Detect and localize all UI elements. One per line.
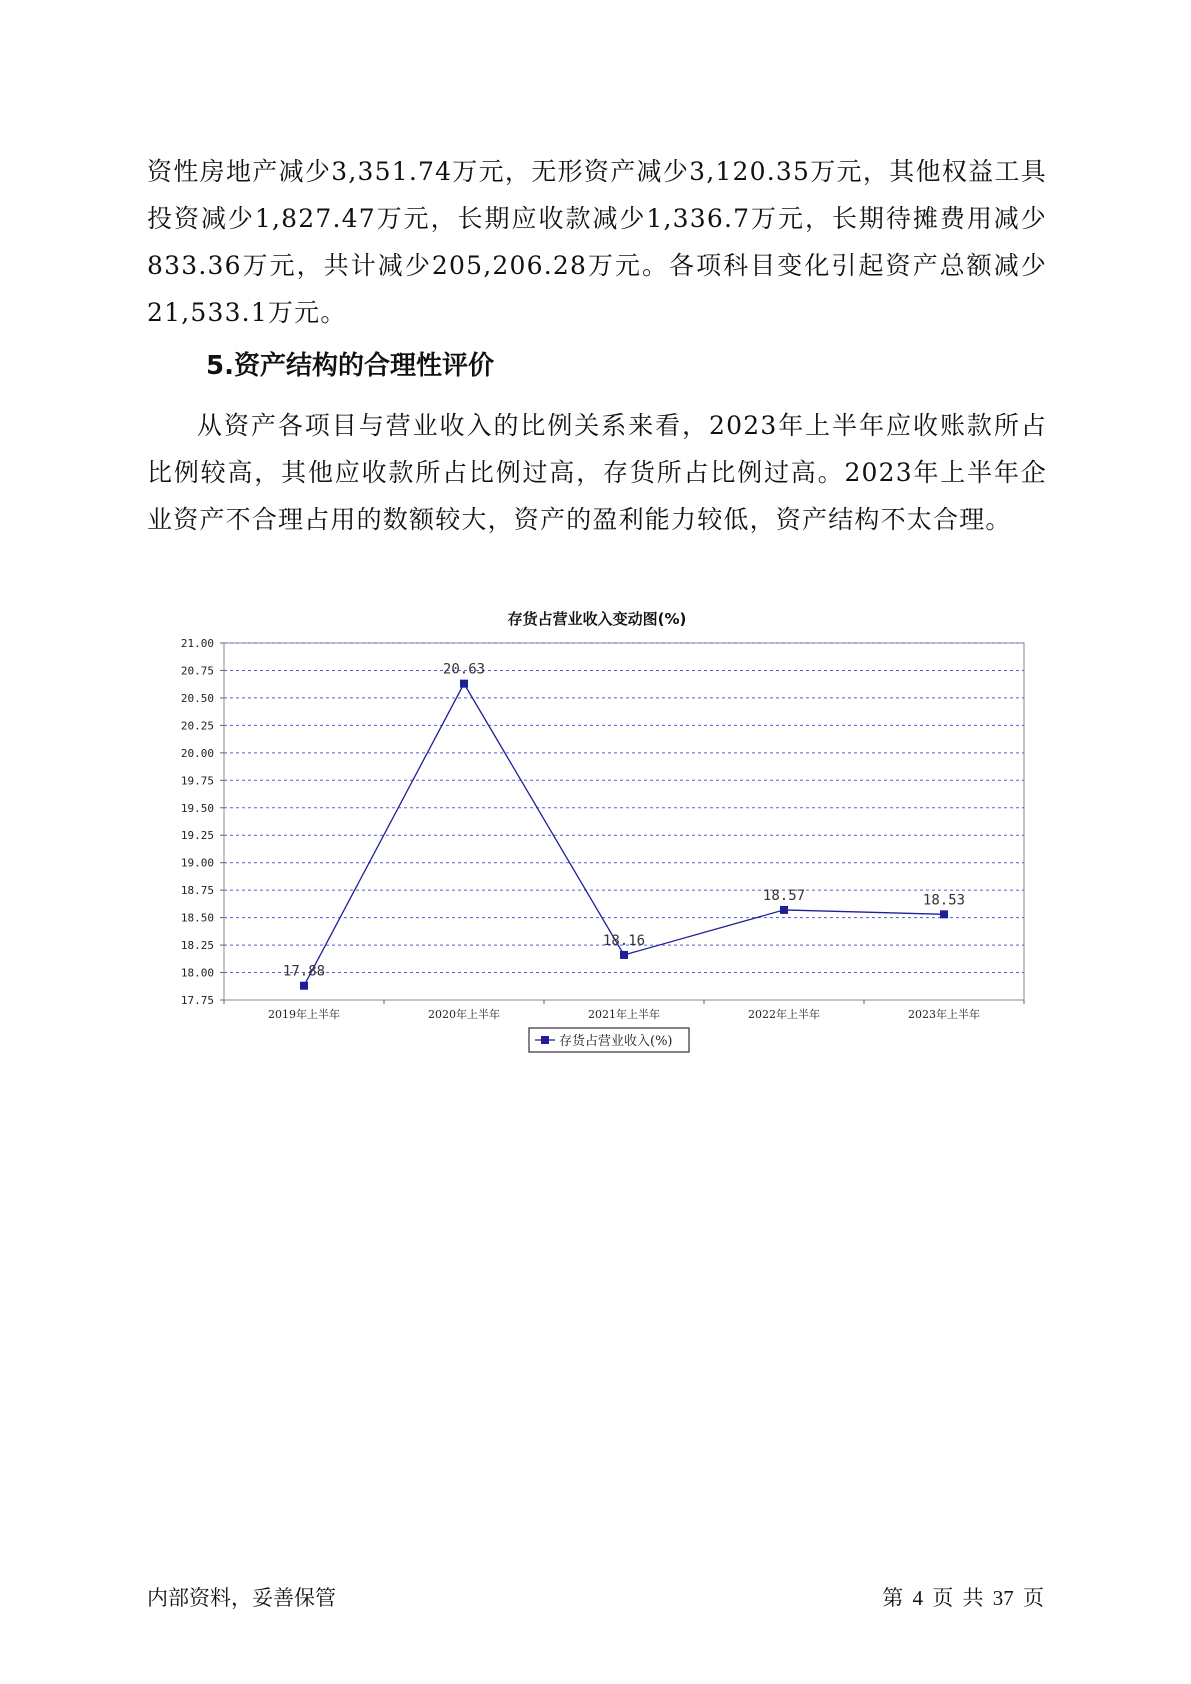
y-tick-label: 17.75 bbox=[180, 994, 214, 1007]
x-tick-label: 2020年上半年 bbox=[428, 1008, 500, 1021]
x-tick-label: 2022年上半年 bbox=[748, 1008, 820, 1021]
y-tick-label: 19.25 bbox=[180, 829, 214, 843]
data-point bbox=[780, 906, 788, 914]
section-heading: 5.资产结构的合理性评价 bbox=[206, 351, 494, 381]
y-tick-label: 20.25 bbox=[180, 719, 214, 733]
x-tick-label: 2019年上半年 bbox=[268, 1008, 340, 1021]
line-chart bbox=[150, 635, 1030, 1055]
data-label: 18.53 bbox=[922, 892, 966, 909]
y-tick-label: 18.75 bbox=[180, 884, 214, 898]
data-point bbox=[300, 982, 308, 990]
y-tick-label: 19.50 bbox=[180, 801, 214, 815]
footer-confidential-note: 内部资料，妥善保管 bbox=[147, 1586, 336, 1610]
data-label: 17.88 bbox=[282, 963, 326, 980]
data-point bbox=[460, 680, 468, 688]
y-tick-label: 18.00 bbox=[180, 966, 214, 980]
legend-label: 存货占营业收入(%) bbox=[559, 1034, 673, 1049]
body-paragraph: 从资产各项目与营业收入的比例关系来看，2023年上半年应收账款所占比例较高，其他应收款所占比例过高，存货所占比例过高。2023年上半年企业资产不合理占用的数额较大，资产的盈利能力较低，资产结构不太合理。 bbox=[147, 411, 1047, 534]
chart-title: 存货占营业收入变动图(%) bbox=[507, 610, 687, 628]
y-tick-label: 20.50 bbox=[180, 691, 214, 705]
data-point bbox=[620, 951, 628, 959]
x-tick-label: 2021年上半年 bbox=[588, 1008, 660, 1021]
data-label: 20.63 bbox=[442, 661, 486, 678]
footer-page-number: 第 4 页 共 37 页 bbox=[882, 1586, 1044, 1610]
x-tick-label: 2023年上半年 bbox=[908, 1008, 980, 1021]
y-tick-label: 21.00 bbox=[180, 637, 214, 650]
y-tick-label: 18.50 bbox=[180, 911, 214, 925]
data-label: 18.16 bbox=[602, 932, 646, 949]
body-paragraph: 资性房地产减少3,351.74万元，无形资产减少3,120.35万元，其他权益工具投资减少1,827.47万元，长期应收款减少1,336.7万元，长期待摊费用减少833.36万元，共计减少205,206.28万元。各项科目变化引起资产总额减少21,533.1万元。 bbox=[147, 157, 1047, 327]
y-tick-label: 19.75 bbox=[180, 774, 214, 788]
y-tick-label: 20.00 bbox=[180, 746, 214, 760]
legend-marker-swatch bbox=[541, 1036, 549, 1044]
y-tick-label: 20.75 bbox=[180, 664, 214, 678]
data-label: 18.57 bbox=[762, 887, 806, 904]
data-point bbox=[940, 910, 948, 918]
y-tick-label: 18.25 bbox=[180, 939, 214, 953]
y-tick-label: 19.00 bbox=[180, 856, 214, 870]
